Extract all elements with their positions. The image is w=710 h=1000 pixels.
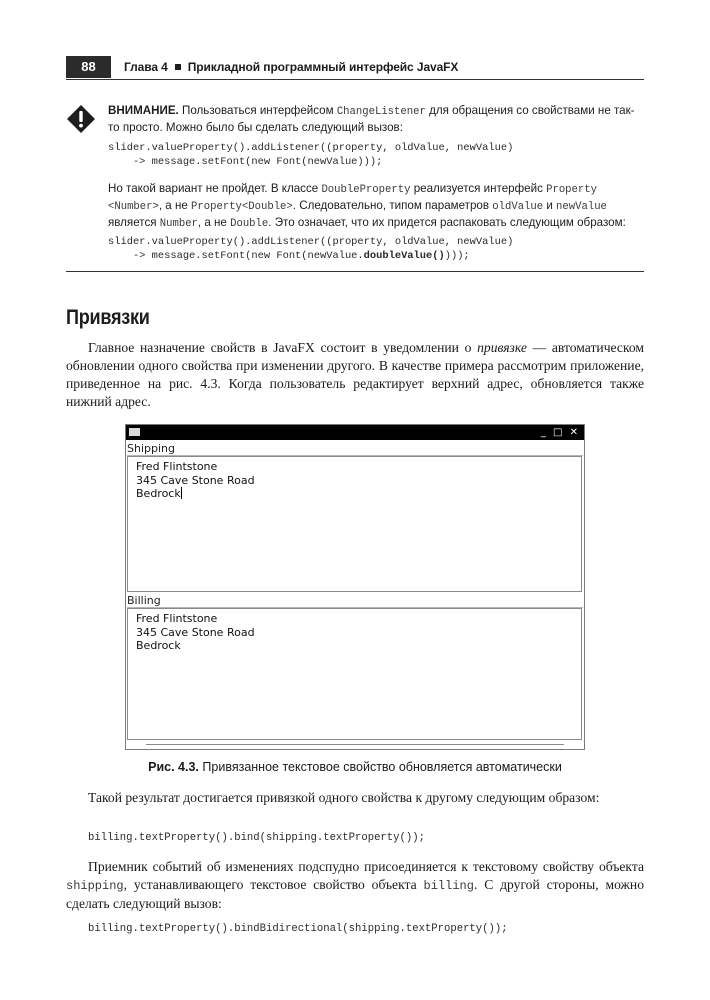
window-menu-icon[interactable] (129, 428, 140, 436)
text: то просто. Можно было бы сделать следующий вызов: (108, 121, 403, 134)
warning-paragraph-1 (108, 103, 640, 136)
text: реализуется интерфейс (410, 182, 547, 195)
code-inline: Double (230, 218, 269, 230)
chapter-number: Глава 4 (124, 60, 168, 74)
text-line: Fred Flintstone (136, 460, 218, 473)
code-line: slider.valueProperty().addListener((property, oldValue, newValue) (108, 142, 514, 154)
billing-label: Billing (127, 594, 161, 607)
paragraph-2: Такой результат достигается привязкой одного свойства к другому следующим образом: (88, 790, 600, 805)
text: — автоматическом обновлении одного свойства при изменении другого. В качестве примера рассмотрим приложение, приведенное на рис. 4.3. Когда пользователь редактирует верхний адрес, обновляется также нижний адрес. (66, 340, 644, 409)
text: ))); (444, 250, 470, 262)
text-line: Bedrock (136, 639, 181, 652)
code-inline: oldValue (492, 201, 544, 213)
text: -> message.setFont(new Font(newValue. (108, 250, 364, 262)
text-line: Fred Flintstone (136, 612, 218, 625)
text: Приемник событий об изменениях подспудно присоединяется к текстовому свойству объекта (88, 859, 644, 874)
text-line (136, 487, 581, 501)
warning-paragraph-2 (108, 181, 640, 232)
text-line: 345 Cave Stone Road (136, 625, 255, 639)
code-inline: newValue (556, 201, 607, 213)
paragraph-1 (66, 339, 644, 411)
text: , а не (197, 216, 231, 229)
code-block-4: billing.textProperty().bindBidirectional(shipping.textProperty()); (88, 923, 508, 935)
text: . Следовательно, типом параметров (292, 199, 493, 212)
italic-term: привязке (477, 340, 527, 355)
code-bold: doubleValue() (363, 250, 445, 262)
text-line: 345 Cave Stone Road (136, 473, 255, 487)
code-block-2 (108, 235, 513, 263)
shipping-textarea[interactable] (127, 456, 582, 592)
caption-text: Привязанное текстовое свойство обновляется автоматически (198, 760, 562, 774)
code-block-3: billing.textProperty().bind(shipping.textProperty()); (88, 832, 425, 844)
code-inline: Number (159, 218, 198, 230)
code-inline: DoubleProperty (321, 184, 411, 196)
code-block-1 (108, 141, 513, 169)
chapter-title: Прикладной программный интерфейс JavaFX (187, 60, 459, 74)
code-inline: ChangeListener (336, 106, 426, 118)
shipping-label: Shipping (127, 442, 175, 455)
text: для обращения со свойствами не так- (425, 104, 635, 117)
text: Bedrock (136, 487, 181, 500)
paragraph-3 (66, 858, 644, 913)
code-line: -> message.setFont(new Font(newValue))); (108, 156, 383, 168)
window-controls[interactable]: _ □ ✕ (540, 427, 580, 438)
warning-label: ВНИМАНИЕ. (108, 104, 179, 117)
text: . С другой стороны, можно сделать следующий вызов: (66, 877, 644, 911)
text: . Это означает, что их придется распаковать следующим образом: (268, 216, 626, 229)
billing-textarea[interactable] (127, 608, 582, 740)
text-cursor (181, 487, 182, 499)
code-line: slider.valueProperty().addListener((property, oldValue, newValue) (108, 236, 514, 248)
exclamation-diamond-icon (66, 104, 96, 134)
running-header (124, 58, 458, 76)
text: , а не (158, 199, 192, 212)
bottom-edge (146, 744, 564, 745)
section-title: Привязки (66, 306, 150, 329)
text: Но такой вариант не пройдет. В классе (108, 182, 322, 195)
title-bar[interactable] (126, 425, 584, 440)
figure-caption (66, 760, 644, 774)
code-inline: shipping (66, 879, 124, 893)
header-rule (66, 79, 644, 80)
text: и (543, 199, 557, 212)
code-inline: Property (546, 184, 597, 196)
app-window (125, 424, 585, 750)
text: является (108, 216, 160, 229)
code-inline: <Number> (108, 201, 159, 213)
text: Главное назначение свойств в JavaFX состоит в уведомлении о (88, 340, 478, 355)
page-number: 88 (66, 56, 111, 78)
code-inline: billing (423, 879, 474, 893)
caption-label: Рис. 4.3. (148, 760, 199, 774)
square-bullet-icon (175, 64, 181, 70)
code-inline: Property<Double> (191, 201, 293, 213)
text: Пользоваться интерфейсом (178, 104, 337, 117)
code-line (108, 249, 513, 263)
text: , устанавливающего текстовое свойство объекта (123, 877, 424, 892)
warning-rule (66, 271, 644, 272)
